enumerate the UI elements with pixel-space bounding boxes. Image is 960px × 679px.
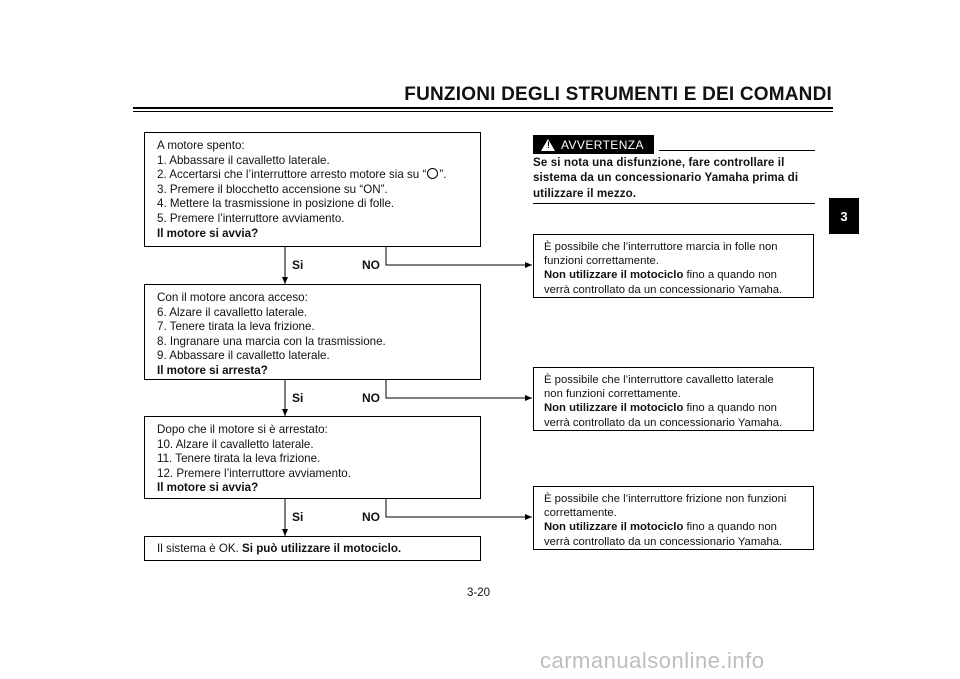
outcome-line [544, 268, 807, 282]
step1-line: 3. Premere il blocchetto accensione su “ON”. [157, 182, 388, 196]
warning-bottom-rule [533, 203, 815, 204]
step2-line: 8. Ingranare una marcia con la trasmissione. [157, 334, 386, 348]
step2-line: 9. Abbassare il cavalletto laterale. [157, 349, 330, 363]
outcome-box-2 [533, 367, 814, 431]
outcome-line: funzioni correttamente. [544, 255, 659, 268]
step3-line: 12. Premere l’interruttore avviamento. [157, 466, 351, 480]
outcome-line: verrà controllato da un concessionario Yamaha. [544, 283, 783, 296]
flow-result [144, 536, 481, 561]
outcome-bold: Non utilizzare il motociclo [544, 402, 684, 415]
outcome-bold: Non utilizzare il motociclo [544, 269, 684, 282]
step3-line: 10. Alzare il cavalletto laterale. [157, 437, 314, 451]
yes-label: Si [292, 391, 304, 405]
outcome-bold: Non utilizzare il motociclo [544, 521, 684, 534]
step1-line: 1. Abbassare il cavalletto laterale. [157, 153, 330, 167]
step1-line-suffix: ”. [439, 168, 447, 182]
outcome-rest: fino a quando non [683, 269, 777, 282]
yes-label: Si [292, 510, 304, 524]
step1-line-text: 2. Accertarsi che l’interruttore arresto motore sia su “ [157, 168, 427, 182]
outcome-line: non funzioni correttamente. [544, 388, 681, 401]
warning-badge-label: AVVERTENZA [561, 137, 644, 152]
step1-line: A motore spento: [157, 139, 245, 152]
chapter-tab[interactable]: 3 [829, 198, 859, 234]
no-arrow-1 [386, 247, 532, 265]
step2-line: 6. Alzare il cavalletto laterale. [157, 305, 308, 319]
outcome-line [544, 520, 807, 534]
outcome-rest: fino a quando non [683, 521, 777, 534]
outcome-line: verrà controllato da un concessionario Yamaha. [544, 535, 783, 548]
no-label: NO [362, 258, 380, 272]
step2-line: 7. Tenere tirata la leva frizione. [157, 320, 315, 334]
outcome-line: È possibile che l’interruttore cavalletto laterale [544, 374, 774, 386]
step2-question: Il motore si arresta? [157, 363, 268, 377]
yes-label: Si [292, 258, 304, 272]
watermark: carmanualsonline.info [540, 648, 765, 673]
outcome-line: verrà controllato da un concessionario Yamaha. [544, 416, 783, 429]
outcome-line: È possibile che l’interruttore marcia in folle non [544, 241, 778, 253]
no-arrow-3 [386, 499, 532, 517]
result-bold: Si può utilizzare il motociclo. [242, 542, 402, 555]
step1-question: Il motore si avvia? [157, 226, 259, 240]
no-label: NO [362, 391, 380, 405]
step1-line: 4. Mettere la trasmissione in posizione di folle. [157, 197, 395, 211]
step3-line: Dopo che il motore si è arrestato: [157, 423, 328, 436]
step3-question: Il motore si avvia? [157, 481, 259, 495]
result-prefix: Il sistema è OK. [157, 542, 243, 555]
engine-stop-switch-icon [427, 168, 438, 179]
warning-line: Se si nota una disfunzione, fare controllare il [533, 156, 785, 169]
step1-line [157, 168, 470, 183]
outcome-box-1 [533, 234, 814, 298]
outcome-line: correttamente. [544, 507, 617, 520]
outcome-line [544, 401, 807, 415]
page-title: FUNZIONI DEGLI STRUMENTI E DEI COMANDI [404, 84, 832, 105]
step3-line: 11. Tenere tirata la leva frizione. [157, 452, 321, 466]
no-arrow-2 [386, 380, 532, 398]
flow-step-1 [144, 132, 481, 247]
outcome-box-3 [533, 486, 814, 550]
warning-badge [533, 135, 654, 154]
outcome-rest: fino a quando non [683, 402, 777, 415]
page-number: 3-20 [467, 587, 491, 599]
warning-line: utilizzare il mezzo. [533, 186, 637, 200]
warning-top-rule [659, 150, 815, 151]
warning-line: sistema da un concessionario Yamaha prima di [533, 171, 799, 185]
result-line [157, 542, 470, 557]
step1-line: 5. Premere l’interruttore avviamento. [157, 211, 345, 225]
step2-line: Con il motore ancora acceso: [157, 291, 308, 304]
flow-step-3 [144, 416, 481, 499]
outcome-line: È possibile che l’interruttore frizione non funzioni [544, 493, 787, 505]
warning-triangle-icon: ! [541, 139, 555, 151]
warning-text [533, 155, 815, 201]
no-label: NO [362, 510, 380, 524]
flow-step-2 [144, 284, 481, 380]
